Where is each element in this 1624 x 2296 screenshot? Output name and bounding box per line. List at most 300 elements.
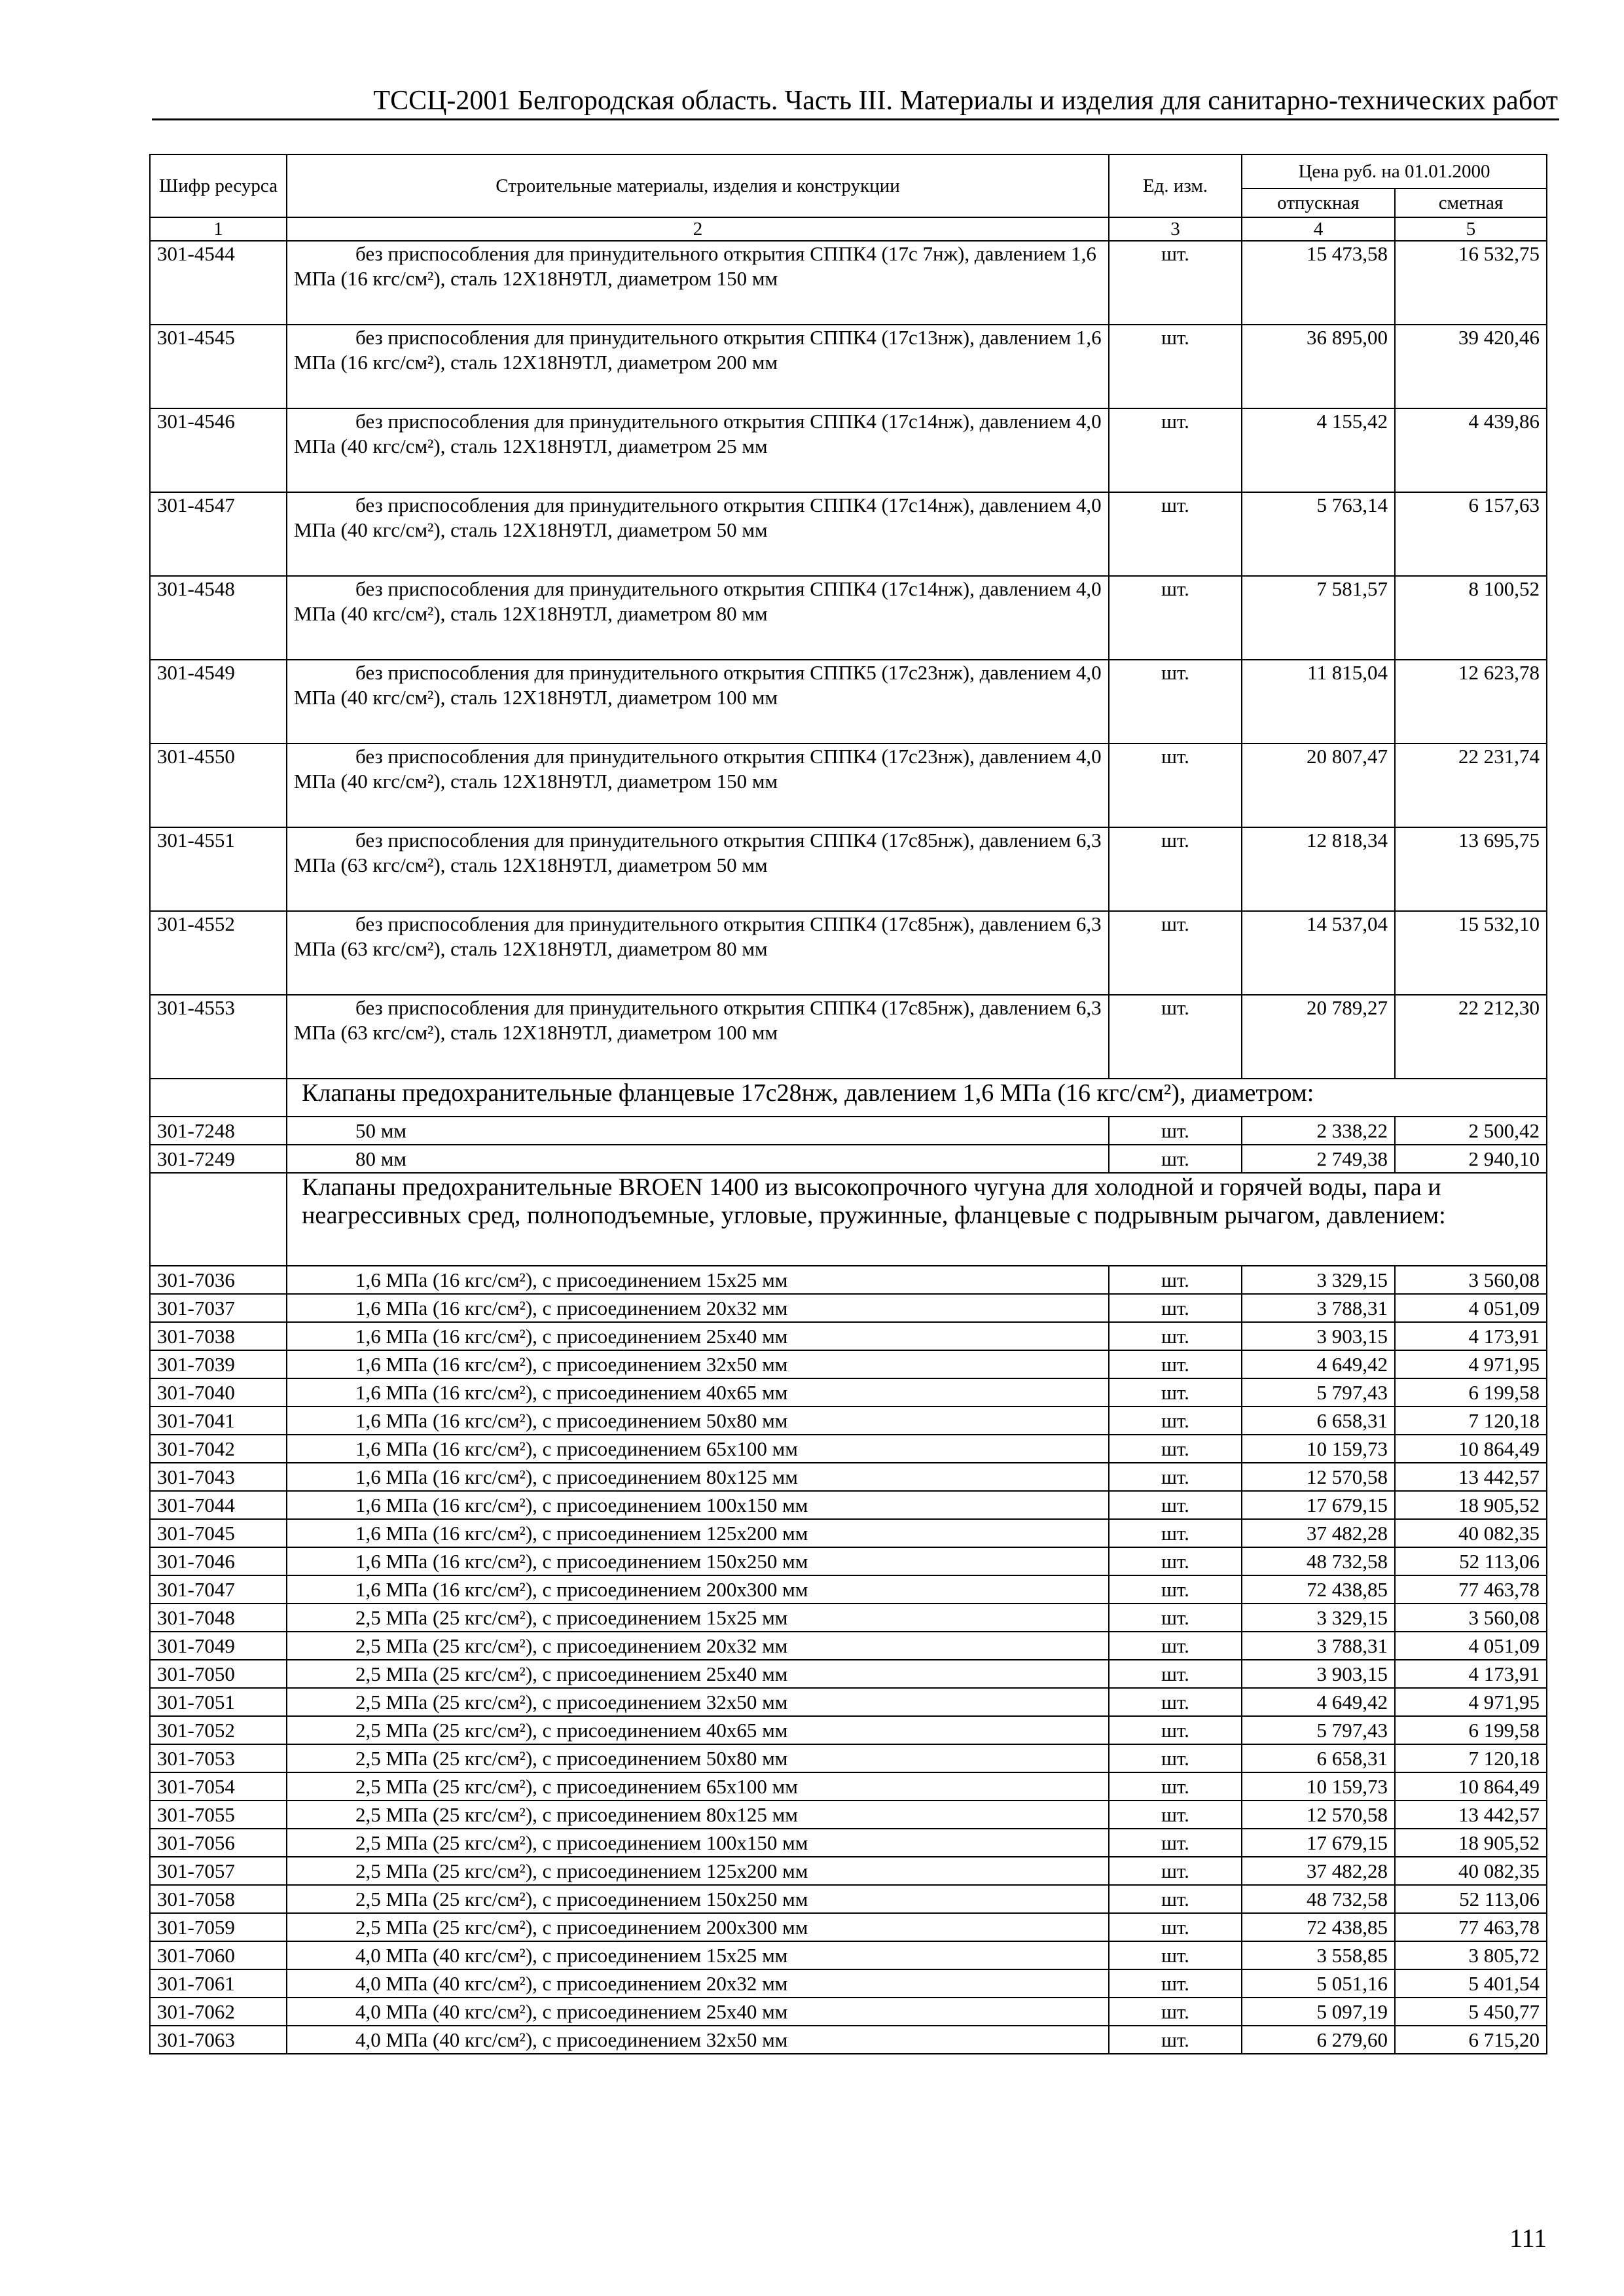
price-release-cell: 17 679,15 bbox=[1242, 1829, 1395, 1857]
description-text: 2,5 МПа (25 кгс/см²), с присоединением 150х250 мм bbox=[355, 1888, 808, 1910]
unit-cell: шт. bbox=[1109, 1885, 1242, 1913]
price-estimate-cell: 77 463,78 bbox=[1395, 1575, 1547, 1604]
unit-cell: шт. bbox=[1109, 911, 1242, 995]
resource-code: 301-4550 bbox=[150, 744, 287, 827]
resource-description bbox=[287, 1744, 1109, 1772]
description-text: 4,0 МПа (40 кгс/см²), с присоединением 15х25 мм bbox=[355, 1944, 788, 1967]
unit-cell: шт. bbox=[1109, 995, 1242, 1079]
resource-code: 301-7050 bbox=[150, 1660, 287, 1688]
resource-description bbox=[287, 995, 1109, 1079]
resource-code: 301-7055 bbox=[150, 1801, 287, 1829]
resource-description bbox=[287, 492, 1109, 576]
resource-description bbox=[287, 1857, 1109, 1885]
header-unit: Ед. изм. bbox=[1109, 154, 1242, 217]
description-text: 2,5 МПа (25 кгс/см²), с присоединением 32х50 мм bbox=[355, 1691, 788, 1713]
resource-code: 301-7051 bbox=[150, 1688, 287, 1716]
description-text: 2,5 МПа (25 кгс/см²), с присоединением 15х25 мм bbox=[355, 1606, 788, 1629]
price-release-cell: 15 473,58 bbox=[1242, 241, 1395, 325]
description-text: 1,6 МПа (16 кгс/см²), с присоединением 40х65 мм bbox=[355, 1381, 788, 1404]
resource-description bbox=[287, 1716, 1109, 1744]
unit-cell: шт. bbox=[1109, 1604, 1242, 1632]
resource-code: 301-7052 bbox=[150, 1716, 287, 1744]
price-estimate-cell: 6 199,58 bbox=[1395, 1716, 1547, 1744]
resource-code: 301-7047 bbox=[150, 1575, 287, 1604]
description-text: 1,6 МПа (16 кгс/см²), с присоединением 15х25 мм bbox=[355, 1268, 788, 1291]
unit-cell: шт. bbox=[1109, 1744, 1242, 1772]
price-estimate-cell: 4 971,95 bbox=[1395, 1688, 1547, 1716]
price-release-cell: 48 732,58 bbox=[1242, 1885, 1395, 1913]
table-row bbox=[150, 408, 1547, 492]
description-text: 80 мм bbox=[355, 1147, 406, 1170]
table-body-valves bbox=[150, 241, 1547, 1079]
description-text: без приспособления для принудительного открытия СППК4 (17с85нж), давлением 6,3 МПа (63 кгс/см²), сталь 12Х18Н9ТЛ, диаметром 50 мм bbox=[294, 829, 1102, 876]
price-estimate-cell: 3 805,72 bbox=[1395, 1941, 1547, 1969]
resource-code: 301-7062 bbox=[150, 1998, 287, 2026]
description-text: 1,6 МПа (16 кгс/см²), с присоединением 200х300 мм bbox=[355, 1578, 808, 1601]
description-text: 2,5 МПа (25 кгс/см²), с присоединением 20х32 мм bbox=[355, 1634, 788, 1657]
price-release-cell: 6 658,31 bbox=[1242, 1407, 1395, 1435]
description-text: 1,6 МПа (16 кгс/см²), с присоединением 25х40 мм bbox=[355, 1325, 788, 1348]
price-estimate-cell: 7 120,18 bbox=[1395, 1407, 1547, 1435]
price-estimate-cell: 4 051,09 bbox=[1395, 1632, 1547, 1660]
resource-description bbox=[287, 1688, 1109, 1716]
header-price-group: Цена руб. на 01.01.2000 bbox=[1242, 154, 1547, 188]
header-description: Строительные материалы, изделия и конструкции bbox=[287, 154, 1109, 217]
price-estimate-cell: 3 560,08 bbox=[1395, 1604, 1547, 1632]
unit-cell: шт. bbox=[1109, 492, 1242, 576]
header-rule bbox=[152, 118, 1559, 120]
column-number: 3 bbox=[1109, 217, 1242, 241]
resource-description bbox=[287, 1491, 1109, 1519]
description-text: 1,6 МПа (16 кгс/см²), с присоединением 50х80 мм bbox=[355, 1409, 788, 1432]
table-row bbox=[150, 1463, 1547, 1491]
price-release-cell: 20 789,27 bbox=[1242, 995, 1395, 1079]
resource-description bbox=[287, 744, 1109, 827]
unit-cell: шт. bbox=[1109, 1998, 1242, 2026]
resource-description bbox=[287, 911, 1109, 995]
price-estimate-cell: 15 532,10 bbox=[1395, 911, 1547, 995]
resource-code: 301-7063 bbox=[150, 2026, 287, 2054]
section-title: Клапаны предохранительные BROEN 1400 из высокопрочного чугуна для холодной и горячей воды, пара и неагрессивных сред, полноподъемные, угловые, пружинные, фланцевые с подрывным рычагом, давлением: bbox=[287, 1173, 1547, 1266]
price-estimate-cell: 6 715,20 bbox=[1395, 2026, 1547, 2054]
resource-code: 301-7044 bbox=[150, 1491, 287, 1519]
resource-description bbox=[287, 2026, 1109, 2054]
unit-cell: шт. bbox=[1109, 1407, 1242, 1435]
description-text: без приспособления для принудительного открытия СППК4 (17с14нж), давлением 4,0 МПа (40 кгс/см²), сталь 12Х18Н9ТЛ, диаметром 50 мм bbox=[294, 493, 1102, 541]
price-estimate-cell: 22 231,74 bbox=[1395, 744, 1547, 827]
price-estimate-cell: 5 401,54 bbox=[1395, 1969, 1547, 1998]
header-price-release: отпускная bbox=[1242, 188, 1395, 217]
price-estimate-cell: 13 442,57 bbox=[1395, 1801, 1547, 1829]
unit-cell: шт. bbox=[1109, 1117, 1242, 1145]
table-row bbox=[150, 1829, 1547, 1857]
description-text: без приспособления для принудительного открытия СППК5 (17с23нж), давлением 4,0 МПа (40 кгс/см²), сталь 12Х18Н9ТЛ, диаметром 100 мм bbox=[294, 661, 1102, 709]
column-number: 5 bbox=[1395, 217, 1547, 241]
unit-cell: шт. bbox=[1109, 1913, 1242, 1941]
price-release-cell: 48 732,58 bbox=[1242, 1547, 1395, 1575]
table-row bbox=[150, 325, 1547, 408]
resource-description bbox=[287, 1801, 1109, 1829]
price-release-cell: 2 749,38 bbox=[1242, 1145, 1395, 1173]
unit-cell: шт. bbox=[1109, 1463, 1242, 1491]
table-row bbox=[150, 1575, 1547, 1604]
resource-code: 301-7040 bbox=[150, 1378, 287, 1407]
table-row bbox=[150, 995, 1547, 1079]
price-estimate-cell: 6 157,63 bbox=[1395, 492, 1547, 576]
unit-cell: шт. bbox=[1109, 1435, 1242, 1463]
resource-code: 301-7045 bbox=[150, 1519, 287, 1547]
header-price-estimate: сметная bbox=[1395, 188, 1547, 217]
resource-code: 301-4545 bbox=[150, 325, 287, 408]
resource-code: 301-7058 bbox=[150, 1885, 287, 1913]
section-title: Клапаны предохранительные фланцевые 17с28нж, давлением 1,6 МПа (16 кгс/см²), диаметром: bbox=[287, 1079, 1547, 1117]
resource-description bbox=[287, 1294, 1109, 1322]
price-release-cell: 6 279,60 bbox=[1242, 2026, 1395, 2054]
table-row bbox=[150, 241, 1547, 325]
table-row bbox=[150, 1801, 1547, 1829]
unit-cell: шт. bbox=[1109, 1688, 1242, 1716]
table-row bbox=[150, 1435, 1547, 1463]
unit-cell: шт. bbox=[1109, 1969, 1242, 1998]
price-release-cell: 4 649,42 bbox=[1242, 1350, 1395, 1378]
price-release-cell: 12 570,58 bbox=[1242, 1463, 1395, 1491]
table-row bbox=[150, 1491, 1547, 1519]
unit-cell: шт. bbox=[1109, 1294, 1242, 1322]
description-text: без приспособления для принудительного открытия СППК4 (17с85нж), давлением 6,3 МПа (63 кгс/см²), сталь 12Х18Н9ТЛ, диаметром 100 мм bbox=[294, 996, 1102, 1044]
price-release-cell: 5 797,43 bbox=[1242, 1378, 1395, 1407]
price-estimate-cell: 6 199,58 bbox=[1395, 1378, 1547, 1407]
resource-code: 301-7059 bbox=[150, 1913, 287, 1941]
resource-code: 301-4549 bbox=[150, 660, 287, 744]
resource-description bbox=[287, 1350, 1109, 1378]
price-estimate-cell: 2 940,10 bbox=[1395, 1145, 1547, 1173]
price-release-cell: 14 537,04 bbox=[1242, 911, 1395, 995]
description-text: 2,5 МПа (25 кгс/см²), с присоединением 100х150 мм bbox=[355, 1831, 808, 1854]
resource-code: 301-4544 bbox=[150, 241, 287, 325]
table-row bbox=[150, 1145, 1547, 1173]
table-row bbox=[150, 1941, 1547, 1969]
resource-description bbox=[287, 325, 1109, 408]
unit-cell: шт. bbox=[1109, 827, 1242, 911]
resource-code: 301-7054 bbox=[150, 1772, 287, 1801]
price-release-cell: 3 329,15 bbox=[1242, 1604, 1395, 1632]
price-release-cell: 37 482,28 bbox=[1242, 1519, 1395, 1547]
price-estimate-cell: 3 560,08 bbox=[1395, 1266, 1547, 1294]
unit-cell: шт. bbox=[1109, 1801, 1242, 1829]
price-release-cell: 3 788,31 bbox=[1242, 1294, 1395, 1322]
resource-code: 301-7048 bbox=[150, 1604, 287, 1632]
resource-description bbox=[287, 1547, 1109, 1575]
unit-cell: шт. bbox=[1109, 408, 1242, 492]
description-text: 2,5 МПа (25 кгс/см²), с присоединением 50х80 мм bbox=[355, 1747, 788, 1770]
table-row bbox=[150, 1969, 1547, 1998]
resource-description bbox=[287, 1322, 1109, 1350]
price-estimate-cell: 2 500,42 bbox=[1395, 1117, 1547, 1145]
table-row bbox=[150, 1519, 1547, 1547]
table-row bbox=[150, 1772, 1547, 1801]
price-release-cell: 5 797,43 bbox=[1242, 1716, 1395, 1744]
resource-code: 301-7041 bbox=[150, 1407, 287, 1435]
price-release-cell: 3 788,31 bbox=[1242, 1632, 1395, 1660]
price-estimate-cell: 40 082,35 bbox=[1395, 1857, 1547, 1885]
price-estimate-cell: 77 463,78 bbox=[1395, 1913, 1547, 1941]
price-estimate-cell: 4 439,86 bbox=[1395, 408, 1547, 492]
unit-cell: шт. bbox=[1109, 1519, 1242, 1547]
price-estimate-cell: 52 113,06 bbox=[1395, 1885, 1547, 1913]
description-text: 2,5 МПа (25 кгс/см²), с присоединением 125х200 мм bbox=[355, 1859, 808, 1882]
price-release-cell: 17 679,15 bbox=[1242, 1491, 1395, 1519]
price-estimate-cell: 52 113,06 bbox=[1395, 1547, 1547, 1575]
description-text: 4,0 МПа (40 кгс/см²), с присоединением 32х50 мм bbox=[355, 2028, 788, 2051]
price-estimate-cell: 5 450,77 bbox=[1395, 1998, 1547, 2026]
resource-code: 301-7053 bbox=[150, 1744, 287, 1772]
description-text: 2,5 МПа (25 кгс/см²), с присоединением 200х300 мм bbox=[355, 1916, 808, 1939]
unit-cell: шт. bbox=[1109, 1491, 1242, 1519]
resource-code: 301-7249 bbox=[150, 1145, 287, 1173]
resource-description bbox=[287, 1378, 1109, 1407]
resource-description bbox=[287, 1632, 1109, 1660]
table-row bbox=[150, 660, 1547, 744]
resource-code: 301-7043 bbox=[150, 1463, 287, 1491]
description-text: без приспособления для принудительного открытия СППК4 (17с 7нж), давлением 1,6 МПа (16 кгс/см²), сталь 12Х18Н9ТЛ, диаметром 150 мм bbox=[294, 242, 1096, 290]
description-text: без приспособления для принудительного открытия СППК4 (17с85нж), давлением 6,3 МПа (63 кгс/см²), сталь 12Х18Н9ТЛ, диаметром 80 мм bbox=[294, 912, 1102, 960]
page-number: 111 bbox=[1509, 2223, 1547, 2253]
unit-cell: шт. bbox=[1109, 1716, 1242, 1744]
resource-description bbox=[287, 1117, 1109, 1145]
resource-code: 301-7039 bbox=[150, 1350, 287, 1378]
resource-description bbox=[287, 1519, 1109, 1547]
price-release-cell: 5 097,19 bbox=[1242, 1998, 1395, 2026]
resource-description bbox=[287, 1407, 1109, 1435]
table-row bbox=[150, 1660, 1547, 1688]
description-text: 2,5 МПа (25 кгс/см²), с присоединением 25х40 мм bbox=[355, 1662, 788, 1685]
table-row bbox=[150, 1266, 1547, 1294]
resource-description bbox=[287, 1829, 1109, 1857]
price-release-cell: 12 818,34 bbox=[1242, 827, 1395, 911]
table-body-flanged-valves bbox=[150, 1117, 1547, 1173]
unit-cell: шт. bbox=[1109, 241, 1242, 325]
table-row bbox=[150, 1998, 1547, 2026]
description-text: 1,6 МПа (16 кгс/см²), с присоединением 100х150 мм bbox=[355, 1494, 808, 1516]
resource-code: 301-7248 bbox=[150, 1117, 287, 1145]
resource-code: 301-4552 bbox=[150, 911, 287, 995]
table-row bbox=[150, 492, 1547, 576]
table-row bbox=[150, 1913, 1547, 1941]
resource-code: 301-7061 bbox=[150, 1969, 287, 1998]
price-release-cell: 3 558,85 bbox=[1242, 1941, 1395, 1969]
unit-cell: шт. bbox=[1109, 1350, 1242, 1378]
resource-code: 301-7057 bbox=[150, 1857, 287, 1885]
price-estimate-cell: 22 212,30 bbox=[1395, 995, 1547, 1079]
resource-description bbox=[287, 1998, 1109, 2026]
unit-cell: шт. bbox=[1109, 1266, 1242, 1294]
unit-cell: шт. bbox=[1109, 1322, 1242, 1350]
unit-cell: шт. bbox=[1109, 576, 1242, 660]
unit-cell: шт. bbox=[1109, 1660, 1242, 1688]
resource-code: 301-4551 bbox=[150, 827, 287, 911]
resource-code: 301-7049 bbox=[150, 1632, 287, 1660]
resource-description bbox=[287, 1575, 1109, 1604]
unit-cell: шт. bbox=[1109, 1547, 1242, 1575]
description-text: 4,0 МПа (40 кгс/см²), с присоединением 20х32 мм bbox=[355, 1972, 788, 1995]
price-release-cell: 4 649,42 bbox=[1242, 1688, 1395, 1716]
price-release-cell: 4 155,42 bbox=[1242, 408, 1395, 492]
resource-description bbox=[287, 827, 1109, 911]
resource-description bbox=[287, 1145, 1109, 1173]
price-estimate-cell: 18 905,52 bbox=[1395, 1491, 1547, 1519]
resource-description bbox=[287, 576, 1109, 660]
unit-cell: шт. bbox=[1109, 2026, 1242, 2054]
price-table bbox=[149, 154, 1547, 2054]
resource-description bbox=[287, 1969, 1109, 1998]
price-estimate-cell: 7 120,18 bbox=[1395, 1744, 1547, 1772]
table-row bbox=[150, 1716, 1547, 1744]
price-estimate-cell: 4 971,95 bbox=[1395, 1350, 1547, 1378]
description-text: без приспособления для принудительного открытия СППК4 (17с14нж), давлением 4,0 МПа (40 кгс/см²), сталь 12Х18Н9ТЛ, диаметром 25 мм bbox=[294, 410, 1102, 457]
description-text: без приспособления для принудительного открытия СППК4 (17с23нж), давлением 4,0 МПа (40 кгс/см²), сталь 12Х18Н9ТЛ, диаметром 150 мм bbox=[294, 745, 1102, 793]
resource-description bbox=[287, 1885, 1109, 1913]
price-release-cell: 2 338,22 bbox=[1242, 1117, 1395, 1145]
price-release-cell: 72 438,85 bbox=[1242, 1575, 1395, 1604]
resource-description bbox=[287, 1604, 1109, 1632]
resource-code: 301-7036 bbox=[150, 1266, 287, 1294]
price-release-cell: 36 895,00 bbox=[1242, 325, 1395, 408]
table-row bbox=[150, 1378, 1547, 1407]
unit-cell: шт. bbox=[1109, 744, 1242, 827]
description-text: 1,6 МПа (16 кгс/см²), с присоединением 125х200 мм bbox=[355, 1522, 808, 1545]
resource-description bbox=[287, 1772, 1109, 1801]
price-release-cell: 72 438,85 bbox=[1242, 1913, 1395, 1941]
table-row bbox=[150, 576, 1547, 660]
price-estimate-cell: 12 623,78 bbox=[1395, 660, 1547, 744]
price-release-cell: 10 159,73 bbox=[1242, 1772, 1395, 1801]
price-release-cell: 12 570,58 bbox=[1242, 1801, 1395, 1829]
unit-cell: шт. bbox=[1109, 1857, 1242, 1885]
resource-description bbox=[287, 1266, 1109, 1294]
table-section-2 bbox=[150, 1173, 1547, 1266]
table-row bbox=[150, 1322, 1547, 1350]
column-number: 2 bbox=[287, 217, 1109, 241]
description-text: без приспособления для принудительного открытия СППК4 (17с13нж), давлением 1,6 МПа (16 кгс/см²), сталь 12Х18Н9ТЛ, диаметром 200 мм bbox=[294, 326, 1102, 374]
description-text: 2,5 МПа (25 кгс/см²), с присоединением 80х125 мм bbox=[355, 1803, 798, 1826]
table-row bbox=[150, 1688, 1547, 1716]
description-text: 4,0 МПа (40 кгс/см²), с присоединением 25х40 мм bbox=[355, 2000, 788, 2023]
table-row bbox=[150, 1350, 1547, 1378]
price-release-cell: 3 903,15 bbox=[1242, 1660, 1395, 1688]
resource-description bbox=[287, 660, 1109, 744]
price-estimate-cell: 4 051,09 bbox=[1395, 1294, 1547, 1322]
table-body-broen-valves bbox=[150, 1266, 1547, 2054]
price-estimate-cell: 10 864,49 bbox=[1395, 1435, 1547, 1463]
unit-cell: шт. bbox=[1109, 1145, 1242, 1173]
unit-cell: шт. bbox=[1109, 1772, 1242, 1801]
resource-code: 301-7056 bbox=[150, 1829, 287, 1857]
section-empty-cell bbox=[150, 1079, 287, 1117]
table-row bbox=[150, 911, 1547, 995]
unit-cell: шт. bbox=[1109, 1378, 1242, 1407]
resource-description bbox=[287, 408, 1109, 492]
price-release-cell: 11 815,04 bbox=[1242, 660, 1395, 744]
price-release-cell: 7 581,57 bbox=[1242, 576, 1395, 660]
description-text: 1,6 МПа (16 кгс/см²), с присоединением 80х125 мм bbox=[355, 1465, 798, 1488]
unit-cell: шт. bbox=[1109, 1829, 1242, 1857]
description-text: 2,5 МПа (25 кгс/см²), с присоединением 40х65 мм bbox=[355, 1719, 788, 1742]
price-release-cell: 37 482,28 bbox=[1242, 1857, 1395, 1885]
description-text: без приспособления для принудительного открытия СППК4 (17с14нж), давлением 4,0 МПа (40 кгс/см²), сталь 12Х18Н9ТЛ, диаметром 80 мм bbox=[294, 577, 1102, 625]
price-estimate-cell: 16 532,75 bbox=[1395, 241, 1547, 325]
table-row bbox=[150, 1604, 1547, 1632]
resource-code: 301-7046 bbox=[150, 1547, 287, 1575]
table-row bbox=[150, 1294, 1547, 1322]
resource-code: 301-7060 bbox=[150, 1941, 287, 1969]
column-number: 4 bbox=[1242, 217, 1395, 241]
table-row bbox=[150, 2026, 1547, 2054]
table-row bbox=[150, 1744, 1547, 1772]
table-section-1 bbox=[150, 1079, 1547, 1117]
resource-code: 301-7042 bbox=[150, 1435, 287, 1463]
price-estimate-cell: 18 905,52 bbox=[1395, 1829, 1547, 1857]
description-text: 50 мм bbox=[355, 1119, 406, 1142]
unit-cell: шт. bbox=[1109, 660, 1242, 744]
unit-cell: шт. bbox=[1109, 1632, 1242, 1660]
header-code: Шифр ресурса bbox=[150, 154, 287, 217]
table-row bbox=[150, 1885, 1547, 1913]
table-row bbox=[150, 1857, 1547, 1885]
description-text: 1,6 МПа (16 кгс/см²), с присоединением 20х32 мм bbox=[355, 1297, 788, 1319]
price-estimate-cell: 13 695,75 bbox=[1395, 827, 1547, 911]
price-estimate-cell: 8 100,52 bbox=[1395, 576, 1547, 660]
price-release-cell: 3 903,15 bbox=[1242, 1322, 1395, 1350]
resource-description bbox=[287, 1463, 1109, 1491]
price-estimate-cell: 4 173,91 bbox=[1395, 1322, 1547, 1350]
unit-cell: шт. bbox=[1109, 325, 1242, 408]
description-text: 1,6 МПа (16 кгс/см²), с присоединением 32х50 мм bbox=[355, 1353, 788, 1376]
table-row bbox=[150, 827, 1547, 911]
resource-description bbox=[287, 241, 1109, 325]
table-row bbox=[150, 1547, 1547, 1575]
table-row bbox=[150, 1117, 1547, 1145]
resource-description bbox=[287, 1660, 1109, 1688]
resource-description bbox=[287, 1435, 1109, 1463]
price-estimate-cell: 4 173,91 bbox=[1395, 1660, 1547, 1688]
resource-code: 301-4548 bbox=[150, 576, 287, 660]
price-release-cell: 10 159,73 bbox=[1242, 1435, 1395, 1463]
unit-cell: шт. bbox=[1109, 1575, 1242, 1604]
column-number: 1 bbox=[150, 217, 287, 241]
resource-code: 301-4553 bbox=[150, 995, 287, 1079]
price-estimate-cell: 40 082,35 bbox=[1395, 1519, 1547, 1547]
price-release-cell: 20 807,47 bbox=[1242, 744, 1395, 827]
price-release-cell: 6 658,31 bbox=[1242, 1744, 1395, 1772]
table-row bbox=[150, 1632, 1547, 1660]
price-estimate-cell: 13 442,57 bbox=[1395, 1463, 1547, 1491]
resource-description bbox=[287, 1913, 1109, 1941]
page-header-title: ТССЦ-2001 Белгородская область. Часть III. Материалы и изделия для санитарно-технических работ bbox=[373, 86, 1558, 116]
price-release-cell: 5 051,16 bbox=[1242, 1969, 1395, 1998]
resource-code: 301-4546 bbox=[150, 408, 287, 492]
description-text: 2,5 МПа (25 кгс/см²), с присоединением 65х100 мм bbox=[355, 1775, 798, 1798]
unit-cell: шт. bbox=[1109, 1941, 1242, 1969]
price-estimate-cell: 39 420,46 bbox=[1395, 325, 1547, 408]
price-release-cell: 3 329,15 bbox=[1242, 1266, 1395, 1294]
resource-code: 301-4547 bbox=[150, 492, 287, 576]
resource-description bbox=[287, 1941, 1109, 1969]
price-release-cell: 5 763,14 bbox=[1242, 492, 1395, 576]
table-row bbox=[150, 1407, 1547, 1435]
table-row bbox=[150, 744, 1547, 827]
price-estimate-cell: 10 864,49 bbox=[1395, 1772, 1547, 1801]
description-text: 1,6 МПа (16 кгс/см²), с присоединением 150х250 мм bbox=[355, 1550, 808, 1573]
